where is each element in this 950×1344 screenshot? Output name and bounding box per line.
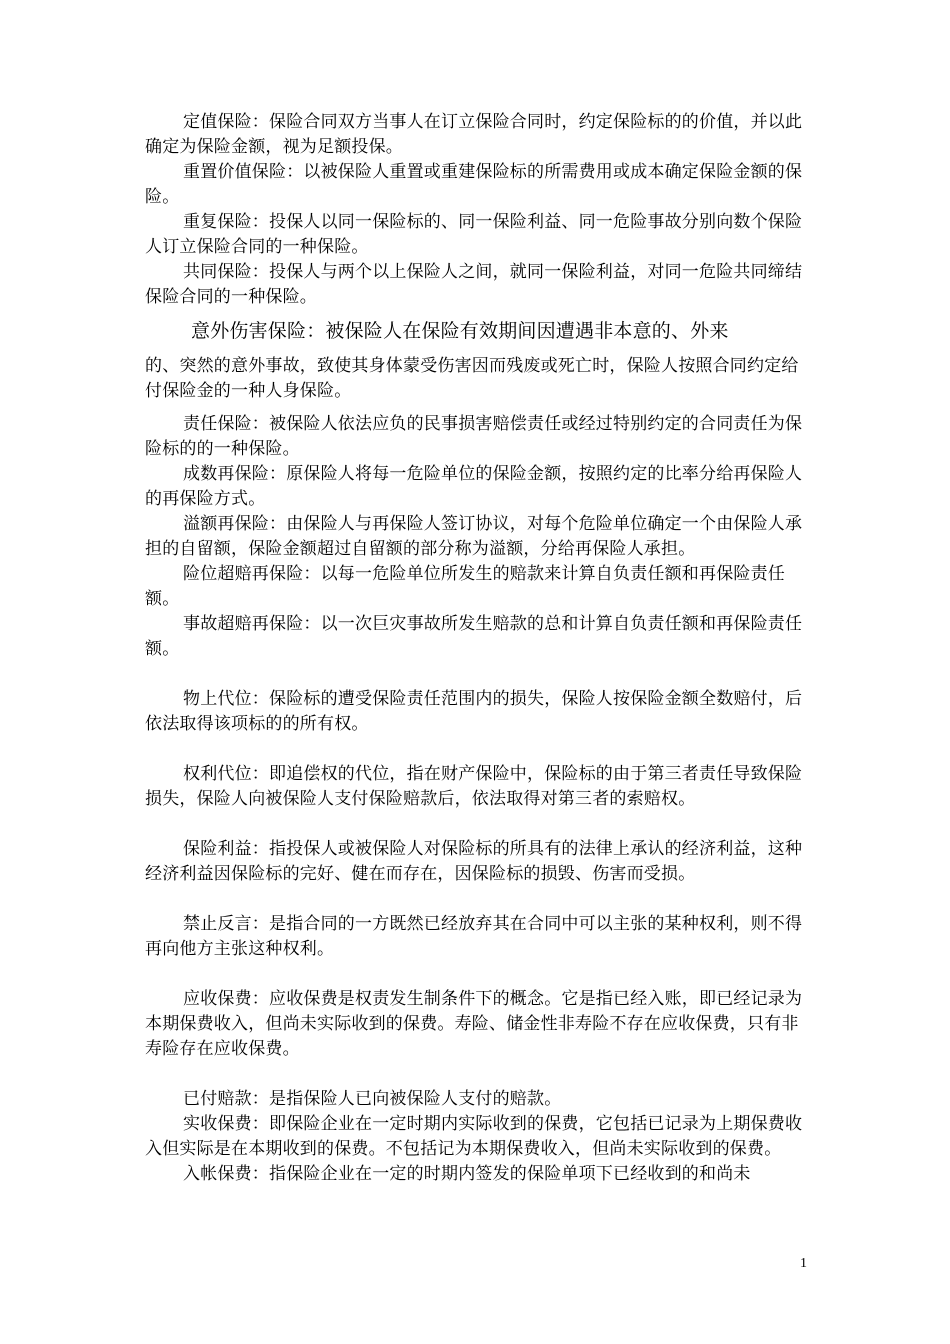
term-label: 物上代位： bbox=[183, 689, 269, 709]
definition-text: 是指合同的一方既然已经放弃其在合同中可以主张的某种权利，则不得再向他方主张这种权利。 bbox=[145, 914, 803, 959]
paragraph-共同保险 bbox=[145, 260, 805, 310]
definition-text: 保险合同双方当事人在订立保险合同时，约定保险标的的价值，并以此确定为保险金额，视为足额投保。 bbox=[145, 112, 803, 157]
paragraph-定值保险 bbox=[145, 110, 805, 160]
definition-text: 指保险企业在一定的时期内签发的保险单项下已经收到的和尚未 bbox=[269, 1164, 751, 1184]
paragraph-spacer bbox=[145, 962, 805, 987]
page-number: 1 bbox=[800, 1256, 807, 1271]
paragraph-成数再保险 bbox=[145, 462, 805, 512]
term-label: 实收保费： bbox=[183, 1114, 269, 1134]
definition-text: 以被保险人重置或重建保险标的所需费用或成本确定保险金额的保险。 bbox=[145, 162, 803, 207]
page-body bbox=[145, 110, 805, 1187]
definition-continuation: 的、突然的意外事故，致使其身体蒙受伤害因而残废或死亡时，保险人按照合同约定给付保险金的一种人身保险。 bbox=[145, 356, 799, 401]
paragraph-应收保费 bbox=[145, 987, 805, 1062]
term-label: 重复保险： bbox=[183, 212, 269, 232]
paragraph-溢额再保险 bbox=[145, 512, 805, 562]
term-label: 入帐保费： bbox=[183, 1164, 269, 1184]
term-label: 权利代位： bbox=[183, 764, 269, 784]
definition-first-line: 意外伤害保险：被保险人在保险有效期间因遭遇非本意的、外来 bbox=[191, 320, 729, 342]
term-label: 已付赔款： bbox=[183, 1089, 269, 1109]
paragraph-实收保费 bbox=[145, 1112, 805, 1162]
definition-text: 投保人与两个以上保险人之间，就同一保险利益，对同一危险共同缔结保险合同的一种保险。 bbox=[145, 262, 803, 307]
term-label: 应收保费： bbox=[183, 989, 269, 1009]
term-label: 保险利益： bbox=[183, 839, 269, 859]
definition-text: 是指保险人已向被保险人支付的赔款。 bbox=[269, 1089, 562, 1109]
term-label: 溢额再保险： bbox=[183, 514, 287, 534]
term-label: 定值保险： bbox=[183, 112, 269, 132]
paragraph-禁止反言 bbox=[145, 912, 805, 962]
paragraph-权利代位 bbox=[145, 762, 805, 812]
term-label: 责任保险： bbox=[183, 414, 269, 434]
term-label: 事故超赔再保险： bbox=[183, 614, 321, 634]
definition-text: 指投保人或被保险人对保险标的所具有的法律上承认的经济利益，这种经济利益因保险标的完好、健在而存在，因保险标的损毁、伤害而受损。 bbox=[145, 839, 803, 884]
paragraph-已付赔款 bbox=[145, 1087, 805, 1112]
definition-text: 应收保费是权责发生制条件下的概念。它是指已经入账，即已经记录为本期保费收入，但尚未实际收到的保费。寿险、储金性非寿险不存在应收保费，只有非寿险存在应收保费。 bbox=[145, 989, 803, 1059]
term-label: 成数再保险： bbox=[183, 464, 287, 484]
term-label: 禁止反言： bbox=[183, 914, 269, 934]
definition-text: 被保险人依法应负的民事损害赔偿责任或经过特别约定的合同责任为保险标的的一种保险。 bbox=[145, 414, 803, 459]
definition-text: 即追偿权的代位，指在财产保险中，保险标的由于第三者责任导致保险损失，保险人向被保险人支付保险赔款后，依法取得对第三者的索赔权。 bbox=[145, 764, 803, 809]
term-label: 险位超赔再保险： bbox=[183, 564, 321, 584]
definition-text: 即保险企业在一定时期内实际收到的保费，它包括已记录为上期保费收入但实际是在本期收到的保费。不包括记为本期保费收入，但尚未实际收到的保费。 bbox=[145, 1114, 803, 1159]
definition-text: 原保险人将每一危险单位的保险金额，按照约定的比率分给再保险人的再保险方式。 bbox=[145, 464, 803, 509]
paragraph-spacer bbox=[145, 887, 805, 912]
paragraph-事故超赔再保险 bbox=[145, 612, 805, 662]
paragraph-入帐保费 bbox=[145, 1162, 805, 1187]
paragraph-spacer bbox=[145, 812, 805, 837]
paragraph-spacer bbox=[145, 1062, 805, 1087]
definition-text: 保险标的遭受保险责任范围内的损失，保险人按保险金额全数赔付，后依法取得该项标的的所有权。 bbox=[145, 689, 803, 734]
paragraph-保险利益 bbox=[145, 837, 805, 887]
paragraph-spacer bbox=[145, 737, 805, 762]
definition-text: 投保人以同一保险标的、同一保险利益、同一危险事故分别向数个保险人订立保险合同的一种保险。 bbox=[145, 212, 803, 257]
paragraph-重置价值保险 bbox=[145, 160, 805, 210]
definition-text: 由保险人与再保险人签订协议，对每个危险单位确定一个由保险人承担的自留额，保险金额超过自留额的部分称为溢额，分给再保险人承担。 bbox=[145, 514, 803, 559]
paragraph-spacer bbox=[145, 662, 805, 687]
paragraph-物上代位 bbox=[145, 687, 805, 737]
paragraph-责任保险 bbox=[145, 412, 805, 462]
paragraph-险位超赔再保险 bbox=[145, 562, 805, 612]
paragraph-意外伤害保险 bbox=[145, 318, 805, 404]
definition-text: 以每一危险单位所发生的赔款来计算自负责任额和再保险责任额。 bbox=[145, 564, 786, 609]
term-label: 共同保险： bbox=[183, 262, 269, 282]
definition-text: 以一次巨灾事故所发生赔款的总和计算自负责任额和再保险责任额。 bbox=[145, 614, 803, 659]
paragraph-重复保险 bbox=[145, 210, 805, 260]
term-label: 重置价值保险： bbox=[183, 162, 304, 182]
